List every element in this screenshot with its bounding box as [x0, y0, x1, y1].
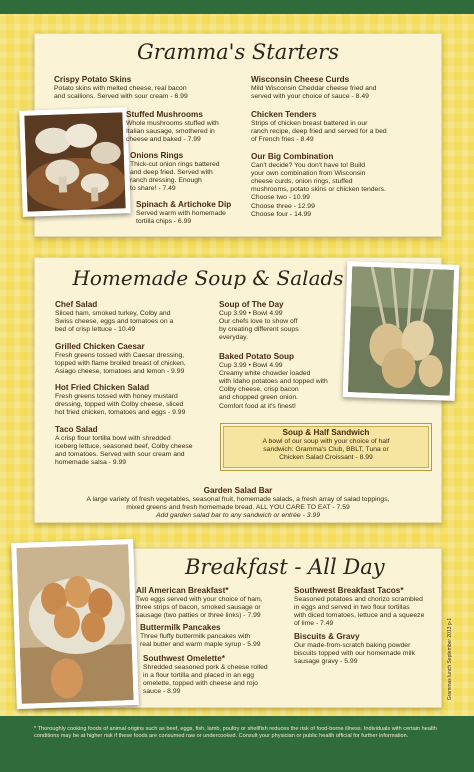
menu-item-chicken-caesar: [55, 342, 225, 376]
menu-item-stuffed-mushrooms: [126, 110, 246, 144]
item-name: Baked Potato Soup: [219, 352, 295, 361]
onions-photo: [343, 261, 460, 401]
salad-bar: [40, 486, 436, 520]
item-desc: Fresh greens tossed with honey mustard dressing, topped with Colby cheese, sliced hot fried chicken, tomatoes and eggs - 9.99: [55, 392, 186, 416]
menu-item-onion-rings: [130, 151, 246, 193]
menu-item-chef-salad: [55, 300, 225, 334]
item-addon: Add garden salad bar to any sandwich or entrée - 3.99: [156, 512, 320, 519]
item-name: Wisconsin Cheese Curds: [251, 75, 350, 84]
breakfast-title: Breakfast - All Day: [185, 555, 385, 579]
item-desc: Cup 3.99 • Bowl 4.99 Creamy white chowder loaded with Idaho potatoes and topped with Colby cheese, crisp bacon and chopped green onion. Comfort food at it's finest!: [219, 361, 328, 410]
footer: [0, 716, 474, 772]
item-desc: Three fluffy buttermilk pancakes with real butter and warm maple syrup - 5.99: [140, 632, 261, 648]
item-name: Biscuits & Gravy: [294, 632, 360, 641]
item-name: Spinach & Artichoke Dip: [136, 200, 232, 209]
item-name: Taco Salad: [55, 425, 98, 434]
starters-title: Gramma's Starters: [137, 40, 339, 64]
item-desc: Strips of chicken breast battered in our ranch recipe, deep fried and served for a bed of French fries - 8.49: [251, 119, 387, 143]
menu-item-breakfast-tacos: [294, 586, 440, 628]
item-desc: Two eggs served with your choice of ham, three strips of bacon, smoked sausage or sausage (two patties or three links) - 7.99: [136, 595, 263, 619]
item-name: Crispy Potato Skins: [54, 75, 132, 84]
menu-item-cheese-curds: [251, 75, 431, 101]
item-desc: Potato skins with melted cheese, real bacon and scallions. Served with sour cream - 6.99: [54, 84, 188, 100]
menu-item-pancakes: [140, 623, 276, 649]
item-name: Chicken Tenders: [251, 110, 317, 119]
eggs-photo: [11, 539, 139, 709]
menu-item-chicken-tenders: [251, 110, 431, 144]
mushrooms-photo: [19, 107, 131, 217]
menu-item-soup-of-day: [219, 300, 343, 342]
menu-item-spinach-dip: [136, 200, 248, 226]
item-desc: Whole mushrooms stuffed with Italian sausage, smothered in cheese and baked - 7.99: [126, 119, 219, 143]
item-name: Our Big Combination: [251, 152, 334, 161]
item-name: Soup of The Day: [219, 300, 284, 309]
soups-title: Homemade Soup & Salads: [72, 266, 344, 290]
menu-item-big-combination: [251, 152, 431, 219]
item-desc: Mild Wisconsin Cheddar cheese fried and served with your choice of sauce - 8.49: [251, 84, 377, 100]
item-name: Stuffed Mushrooms: [126, 110, 203, 119]
item-desc: A crisp flour tortilla bowl with shredded iceberg lettuce, seasoned beef, Colby cheese and tomatoes. Served with sour cream and homemade salsa - 9.99: [55, 434, 193, 467]
onions-illustration: [348, 266, 454, 395]
menu-item-american-breakfast: [136, 586, 276, 620]
item-desc: A large variety of fresh vegetables, seasonal fruit, homemade salads, a fresh array of salad toppings, mixed greens and fresh homemade bread. ALL YOU CARE TO EAT - 7.59: [86, 495, 390, 511]
top-band: [0, 0, 474, 14]
item-desc: A bowl of our soup with your choice of half sandwich: Gramma's Club, BBLT, Tuna or Chicken Salad Croissant - 8.99: [262, 438, 390, 462]
item-name: Chef Salad: [55, 300, 98, 309]
item-name: Garden Salad Bar: [203, 486, 273, 495]
item-name: Buttermilk Pancakes: [140, 623, 221, 632]
item-name: Soup & Half Sandwich: [282, 428, 370, 437]
item-desc: Thick-cut onion rings battered and deep fried. Served with ranch dressing. Enough to share! - 7.49: [130, 160, 220, 193]
item-desc: Can't decide? You don't have to! Build your own combination from Wisconsin cheese curds, onion rings, stuffed mushrooms, potato skins or chicken tenders. Choose two - 10.99 Choose three - 12.99 Choose four - 14.99: [251, 161, 386, 218]
menu-item-taco-salad: [55, 425, 225, 467]
soup-sandwich-box: [220, 423, 432, 471]
menu-item-southwest-omelette: [143, 654, 276, 696]
item-name: All American Breakfast*: [136, 586, 229, 595]
menu-item-potato-skins: [54, 75, 244, 101]
eggs-illustration: [16, 544, 133, 704]
item-name: Hot Fried Chicken Salad: [55, 383, 150, 392]
item-name: Onions Rings: [130, 151, 184, 160]
item-name: Southwest Breakfast Tacos*: [294, 586, 404, 595]
side-note-text: Grammas lunch September 2013 p-1: [447, 617, 453, 701]
item-desc: Sliced ham, smoked turkey, Colby and Swiss cheese, eggs and tomatoes on a bed of crisp lettuce - 10.49: [55, 309, 174, 333]
footer-disclaimer: * Thoroughly cooking foods of animal origins such as beef, eggs, fish, lamb, poultry or shellfish reduces the risk of food-borne illness. Individuals with certain health conditions may be at higher risk if these foods are consumed raw or undercooked. Consult your physician or public health official for further information.: [34, 726, 437, 739]
item-desc: Seasoned potatoes and chorizo scrambled in eggs and served in two flour tortillas with diced tomatoes, lettuce and a squeeze of lime - 7.49: [294, 595, 425, 628]
item-desc: Our made-from-scratch baking powder biscuits topped with our homemade milk sausage gravy - 5.99: [294, 641, 415, 665]
menu-item-biscuits-gravy: [294, 632, 440, 666]
item-desc: Fresh greens tossed with Caesar dressing, topped with flame broiled breast of chicken, Asiago cheese, tomatoes and lemon - 9.99: [55, 351, 186, 375]
item-desc: Cup 3.99 • Bowl 4.99 Our chefs love to show off by creating different soups everyday.: [219, 309, 299, 342]
item-name: Grilled Chicken Caesar: [55, 342, 145, 351]
item-desc: Served warm with homemade tortilla chips - 6.99: [136, 209, 226, 225]
item-desc: Shredded seasoned pork & cheese rolled in a flour tortilla and placed in an egg omelette, topped with cheese and rojo sauce - 8.99: [143, 663, 268, 696]
menu-item-fried-chicken-salad: [55, 383, 225, 417]
side-note: [444, 610, 454, 710]
item-name: Southwest Omelette*: [143, 654, 225, 663]
mushrooms-illustration: [24, 112, 125, 211]
menu-item-baked-potato-soup: [219, 352, 349, 411]
